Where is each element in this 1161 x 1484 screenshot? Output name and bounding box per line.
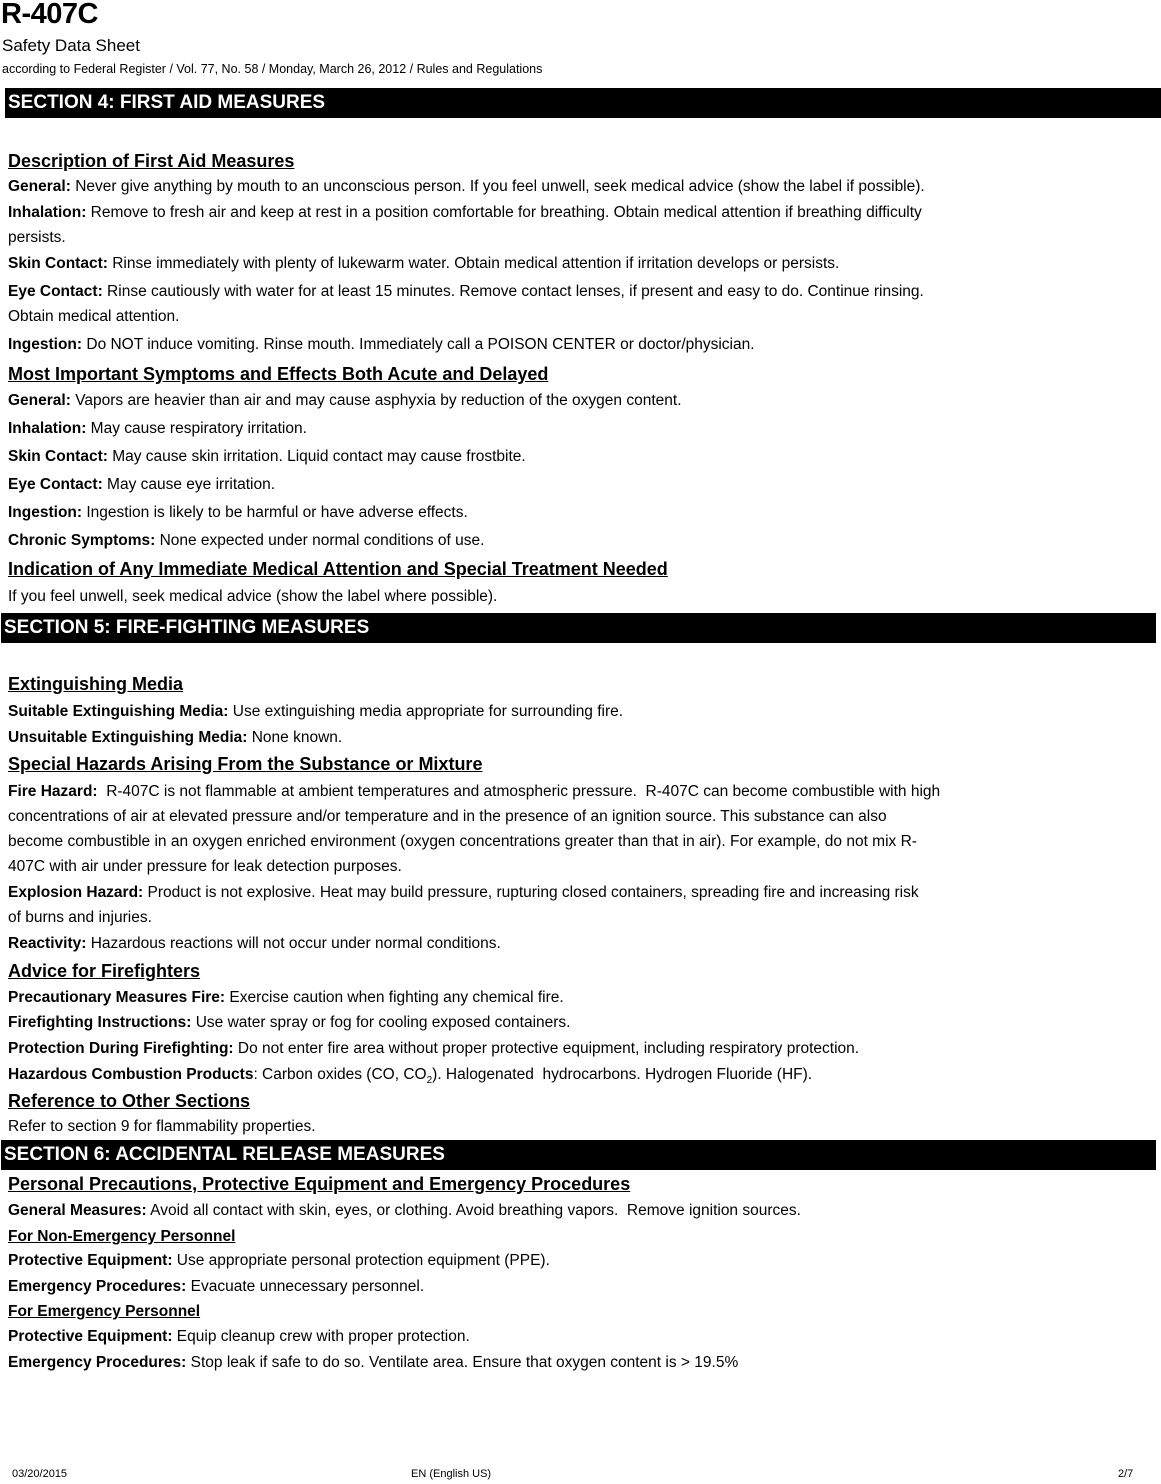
s5-fire-hazard-4: 407C with air under pressure for leak detection purposes. (8, 858, 402, 875)
s5-explosion (8, 883, 919, 903)
label: Hazardous Combustion Products (8, 1066, 254, 1083)
label: Emergency Procedures: (8, 1354, 187, 1371)
s4-inhalation (8, 203, 922, 223)
section-6-header: SECTION 6: ACCIDENTAL RELEASE MEASURES (1, 1140, 1156, 1170)
label: General: (8, 178, 71, 195)
text: Ingestion is likely to be harmful or have adverse effects. (82, 504, 468, 521)
text: Use water spray or fog for cooling exposed containers. (191, 1014, 571, 1031)
label: Unsuitable Extinguishing Media: (8, 729, 248, 746)
document-subtitle: Safety Data Sheet (2, 36, 140, 55)
label: Emergency Procedures: (8, 1278, 187, 1295)
text: May cause respiratory irritation. (86, 420, 307, 437)
s4-symptoms-heading: Most Important Symptoms and Effects Both Acute and Delayed (8, 364, 549, 384)
label: Ingestion: (8, 336, 83, 353)
label: Protection During Firefighting: (8, 1040, 234, 1057)
text: Use appropriate personal protection equipment (PPE). (172, 1252, 550, 1269)
label: Fire Hazard: (8, 783, 98, 800)
text: Use extinguishing media appropriate for surrounding fire. (228, 703, 624, 720)
s4-eye-cont: Obtain medical attention. (8, 308, 180, 325)
label: Eye Contact: (8, 476, 103, 493)
s5-fire-hazard (8, 782, 940, 802)
s4-skin (8, 254, 839, 274)
text: Rinse cautiously with water for at least 15 minutes. Remove contact lenses, if present and easy to do. Continue rinsing. (102, 283, 924, 300)
label: Eye Contact: (8, 283, 103, 300)
label: Ingestion: (8, 504, 83, 521)
label: Reactivity: (8, 935, 87, 952)
s5-fire-hazard-3: become combustible in an oxygen enriched environment (oxygen concentrations greater than that in air). For example, do not mix R- (8, 833, 917, 850)
text: May cause skin irritation. Liquid contact may cause frostbite. (107, 448, 526, 465)
s5-instructions (8, 1013, 571, 1033)
text: Avoid all contact with skin, eyes, or clothing. Avoid breathing vapors. Remove ignition sources. (146, 1202, 801, 1219)
text: Hazardous reactions will not occur under normal conditions. (86, 935, 501, 952)
s5-suitable (8, 702, 623, 722)
s6-non-emergency-heading: For Non-Emergency Personnel (8, 1228, 236, 1245)
text: Equip cleanup crew with proper protection. (172, 1328, 470, 1345)
text: Stop leak if safe to do so. Ventilate area. Ensure that oxygen content is > 19.5% (186, 1354, 739, 1371)
s4-ingestion (8, 335, 755, 355)
s6-general (8, 1201, 801, 1221)
label: Explosion Hazard: (8, 884, 144, 901)
s4-sym-ingestion (8, 503, 468, 523)
s4-immediate-text: If you feel unwell, seek medical advice (show the label where possible). (8, 588, 498, 605)
label: Suitable Extinguishing Media: (8, 703, 229, 720)
s4-sym-eye (8, 475, 275, 495)
label: Inhalation: (8, 420, 87, 437)
s4-sym-general (8, 391, 682, 411)
s5-combustion (8, 1065, 812, 1091)
text: Do not enter fire area without proper protective equipment, including respiratory protection. (233, 1040, 860, 1057)
text: Exercise caution when fighting any chemical fire. (225, 989, 564, 1006)
text: Remove to fresh air and keep at rest in a position comfortable for breathing. Obtain medical attention if breathing difficulty (86, 204, 922, 221)
text: Product is not explosive. Heat may build pressure, rupturing closed containers, spreading fire and increasing risk (143, 884, 919, 901)
label: General Measures: (8, 1202, 147, 1219)
section-5-header: SECTION 5: FIRE-FIGHTING MEASURES (1, 613, 1156, 643)
text: None expected under normal conditions of use. (155, 532, 485, 549)
s4-general (8, 177, 925, 197)
text: Do NOT induce vomiting. Rinse mouth. Immediately call a POISON CENTER or doctor/physician. (82, 336, 755, 353)
label: Precautionary Measures Fire: (8, 989, 226, 1006)
label: Firefighting Instructions: (8, 1014, 192, 1031)
text: : Carbon oxides (CO, CO (253, 1066, 427, 1083)
s5-special-hazards-heading: Special Hazards Arising From the Substance or Mixture (8, 754, 483, 774)
s5-extinguishing-heading: Extinguishing Media (8, 674, 184, 694)
label: Skin Contact: (8, 448, 108, 465)
section-4-header: SECTION 4: FIRST AID MEASURES (5, 88, 1161, 118)
footer-page-number: 2/7 (1118, 1468, 1134, 1480)
footer-date: 03/20/2015 (12, 1468, 68, 1480)
label: Inhalation: (8, 204, 87, 221)
text: Vapors are heavier than air and may cause asphyxia by reduction of the oxygen content. (70, 392, 682, 409)
s5-explosion-2: of burns and injuries. (8, 909, 152, 926)
s4-eye (8, 282, 924, 302)
s4-sym-inhalation (8, 419, 307, 439)
s5-fire-hazard-2: concentrations of air at elevated pressure and/or temperature and in the presence of an ignition source. This substance can also (8, 808, 887, 825)
text: R-407C is not flammable at ambient temperatures and atmospheric pressure. R-407C can become combustible with high (97, 783, 941, 800)
s6-ne-procedures (8, 1277, 424, 1297)
s4-sym-skin (8, 447, 526, 467)
document-title: R-407C (1, 0, 98, 30)
text: ). Halogenated hydrocarbons. Hydrogen Fluoride (HF). (432, 1066, 813, 1083)
s4-description-heading: Description of First Aid Measures (8, 151, 295, 171)
label: Chronic Symptoms: (8, 532, 156, 549)
s6-e-procedures (8, 1353, 738, 1373)
footer-language: EN (English US) (411, 1468, 492, 1480)
label: Protective Equipment: (8, 1328, 173, 1345)
s4-immediate-heading: Indication of Any Immediate Medical Attention and Special Treatment Needed (8, 559, 668, 579)
label: General: (8, 392, 71, 409)
s5-unsuitable (8, 728, 342, 748)
s6-precautions-heading: Personal Precautions, Protective Equipment and Emergency Procedures (8, 1174, 631, 1194)
s6-emergency-heading: For Emergency Personnel (8, 1303, 201, 1320)
s4-sym-chronic (8, 531, 484, 551)
s5-reference-text: Refer to section 9 for flammability properties. (8, 1118, 316, 1135)
text: None known. (247, 729, 343, 746)
text: Rinse immediately with plenty of lukewarm water. Obtain medical attention if irritation develops or persists. (107, 255, 840, 272)
s5-reference-heading: Reference to Other Sections (8, 1091, 251, 1111)
label: Protective Equipment: (8, 1252, 173, 1269)
label: Skin Contact: (8, 255, 108, 272)
text: May cause eye irritation. (102, 476, 276, 493)
regulation-reference: according to Federal Register / Vol. 77, No. 58 / Monday, March 26, 2012 / Rules and Regulations (2, 62, 543, 76)
s5-advice-heading: Advice for Firefighters (8, 961, 201, 981)
text: Evacuate unnecessary personnel. (186, 1278, 425, 1295)
s5-protection (8, 1039, 859, 1059)
s5-reactivity (8, 934, 501, 954)
s6-e-equipment (8, 1327, 470, 1347)
s6-ne-equipment (8, 1251, 550, 1271)
text: Never give anything by mouth to an unconscious person. If you feel unwell, seek medical advice (show the label if possible). (70, 178, 925, 195)
subscript: 2 (426, 1075, 433, 1087)
s4-inhalation-cont: persists. (8, 229, 66, 246)
s5-precaution (8, 988, 564, 1008)
